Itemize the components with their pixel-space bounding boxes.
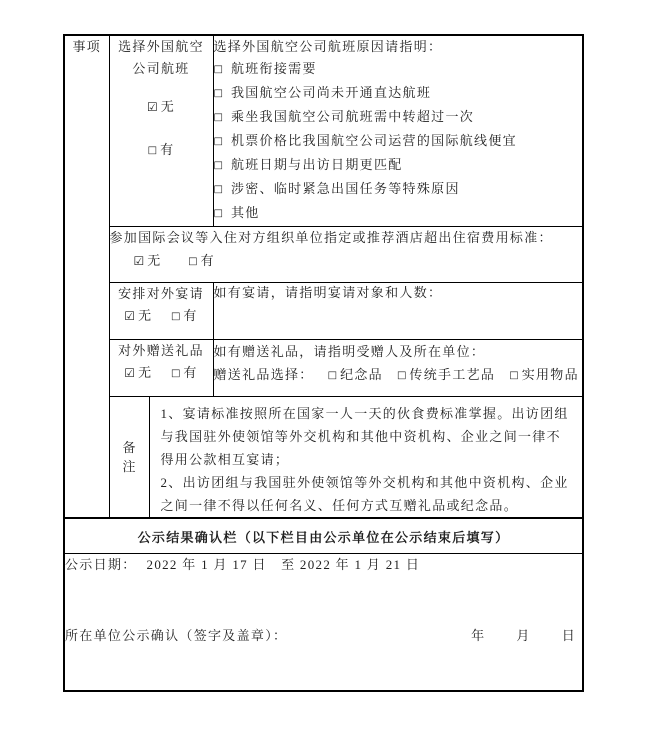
banquet-label: 安排对外宴请 <box>118 286 204 301</box>
banquet-content-text: 如有宴请，请指明宴请对象和人数： <box>213 285 443 300</box>
flight-option-no <box>110 96 213 115</box>
flight-reason-item <box>214 202 583 226</box>
checkbox-checked-icon[interactable]: ☑ <box>133 254 145 268</box>
gift-option-yes-label: 有 <box>183 365 198 380</box>
item-header-cell <box>64 35 109 518</box>
publicity-date-blanks <box>471 625 582 644</box>
remarks-cell <box>109 397 583 519</box>
gift-options <box>110 362 213 386</box>
checkbox-unchecked-icon[interactable]: □ <box>327 370 338 381</box>
remarks-label-cell <box>110 397 150 517</box>
checkbox-unchecked-icon[interactable]: □ <box>188 256 198 267</box>
publicity-header-cell <box>64 518 583 554</box>
year-label: 年 <box>471 628 486 643</box>
flight-reason-label: 其他 <box>230 205 260 220</box>
checkbox-unchecked-icon[interactable]: □ <box>213 184 223 195</box>
remarks-paragraph-1: 1、宴请标准按照所在国家一人一天的伙食费标准掌握。出访团组与我国驻外使领馆等外交机构和其他中资机构、企业之间一律不得用公款相互宴请； <box>160 406 569 467</box>
publicity-date-row <box>65 554 582 573</box>
publicity-header-title: 公示结果确认栏（以下栏目由公示单位在公示结束后填写） <box>137 529 510 545</box>
checkbox-unchecked-icon[interactable]: □ <box>170 311 181 322</box>
remarks-label: 备注 <box>122 440 137 474</box>
flight-option-no-label: 无 <box>160 99 176 114</box>
checkbox-unchecked-icon[interactable]: □ <box>213 160 223 171</box>
hotel-option-no <box>134 253 162 268</box>
flight-reason-label: 乘坐我国航空公司航班需中转超过一次 <box>230 109 475 124</box>
gift-content-cell <box>213 340 583 397</box>
banquet-option-yes <box>171 308 198 323</box>
checkbox-unchecked-icon[interactable]: □ <box>213 112 223 123</box>
banquet-options <box>110 305 213 329</box>
publicity-body-cell <box>64 554 583 691</box>
month-label: 月 <box>516 628 531 643</box>
day-label: 日 <box>561 628 576 643</box>
hotel-standard-text: 参加国际会议等入住对方组织单位指定或推荐酒店超出住宿费用标准： <box>109 230 553 245</box>
gift-option-no-label: 无 <box>138 365 153 380</box>
gift-choice-label: 赠送礼品选择： <box>213 367 314 382</box>
flight-reason-label: 航班衔接需要 <box>230 61 317 76</box>
flight-label: 选择外国航空公司航班 <box>118 39 204 76</box>
gift-choice-text: 纪念品 <box>340 367 383 382</box>
gift-choice-text: 实用物品 <box>521 367 579 382</box>
hotel-option-yes-label: 有 <box>200 253 215 268</box>
flight-reason-item <box>214 58 583 82</box>
flight-reasons-cell <box>213 35 583 227</box>
remarks-paragraph-2: 2、出访团组与我国驻外使领馆等外交机构和其他中资机构、企业之间一律不得以任何名义、任何方式互赠礼品或纪念品。 <box>160 475 569 513</box>
gift-label-cell <box>109 340 213 397</box>
publicity-confirm-label: 所在单位公示确认（签字及盖章）： <box>65 628 288 643</box>
publicity-date-label: 公示日期： <box>65 557 137 572</box>
gift-label: 对外赠送礼品 <box>118 343 204 358</box>
checkbox-unchecked-icon[interactable]: □ <box>509 370 519 381</box>
gift-content-text: 如有赠送礼品，请指明受赠人及所在单位： <box>213 344 486 359</box>
hotel-option-no-label: 无 <box>147 253 162 268</box>
checkbox-unchecked-icon[interactable]: □ <box>213 64 223 75</box>
gift-choice-text: 传统手工艺品 <box>409 367 496 382</box>
gift-option-no <box>124 365 152 380</box>
flight-reason-label: 我国航空公司尚未开通直达航班 <box>230 85 432 100</box>
flight-reason-label: 航班日期与出访日期更匹配 <box>230 157 403 172</box>
flight-reason-label: 机票价格比我国航空公司运营的国际航线便宜 <box>230 133 517 148</box>
checkbox-unchecked-icon[interactable]: □ <box>213 208 223 219</box>
flight-reason-label: 涉密、临时紧急出国任务等特殊原因 <box>230 181 460 196</box>
banquet-option-no-label: 无 <box>138 308 153 323</box>
flight-reason-item <box>214 82 583 106</box>
flight-reason-item <box>214 106 583 130</box>
gift-option-yes <box>171 365 198 380</box>
checkbox-unchecked-icon[interactable]: □ <box>213 88 223 99</box>
flight-option-yes-label: 有 <box>160 142 175 157</box>
approval-form-table <box>63 34 584 692</box>
remarks-text-cell <box>150 397 583 517</box>
hotel-option-yes <box>188 253 215 268</box>
banquet-option-no <box>124 308 152 323</box>
hotel-standard-cell <box>109 227 583 283</box>
flight-choice-cell <box>109 35 213 227</box>
gift-choice-item <box>397 367 495 382</box>
flight-reason-item <box>214 154 583 178</box>
flight-reason-item <box>214 130 583 154</box>
flight-reason-title: 选择外国航空公司航班原因请指明： <box>213 39 443 54</box>
checkbox-unchecked-icon[interactable]: □ <box>170 368 181 379</box>
banquet-option-yes-label: 有 <box>183 308 198 323</box>
banquet-content-cell <box>213 283 583 340</box>
flight-option-yes <box>110 139 213 158</box>
gift-choices-row <box>214 363 583 388</box>
checkbox-checked-icon[interactable]: ☑ <box>124 366 136 380</box>
item-header-label: 事项 <box>72 39 102 54</box>
checkbox-unchecked-icon[interactable]: □ <box>213 136 223 147</box>
publicity-date-value: 2022 年 1 月 17 日 至 2022 年 1 月 21 日 <box>146 557 421 572</box>
checkbox-checked-icon[interactable]: ☑ <box>146 100 158 114</box>
gift-choice-item <box>328 367 383 382</box>
checkbox-unchecked-icon[interactable]: □ <box>396 370 407 381</box>
publicity-confirm-row <box>65 625 582 644</box>
checkbox-unchecked-icon[interactable]: □ <box>147 145 158 156</box>
flight-reason-item <box>214 178 583 202</box>
hotel-options <box>134 250 583 273</box>
checkbox-checked-icon[interactable]: ☑ <box>124 309 136 323</box>
gift-choice-item <box>509 367 579 382</box>
banquet-label-cell <box>109 283 213 340</box>
